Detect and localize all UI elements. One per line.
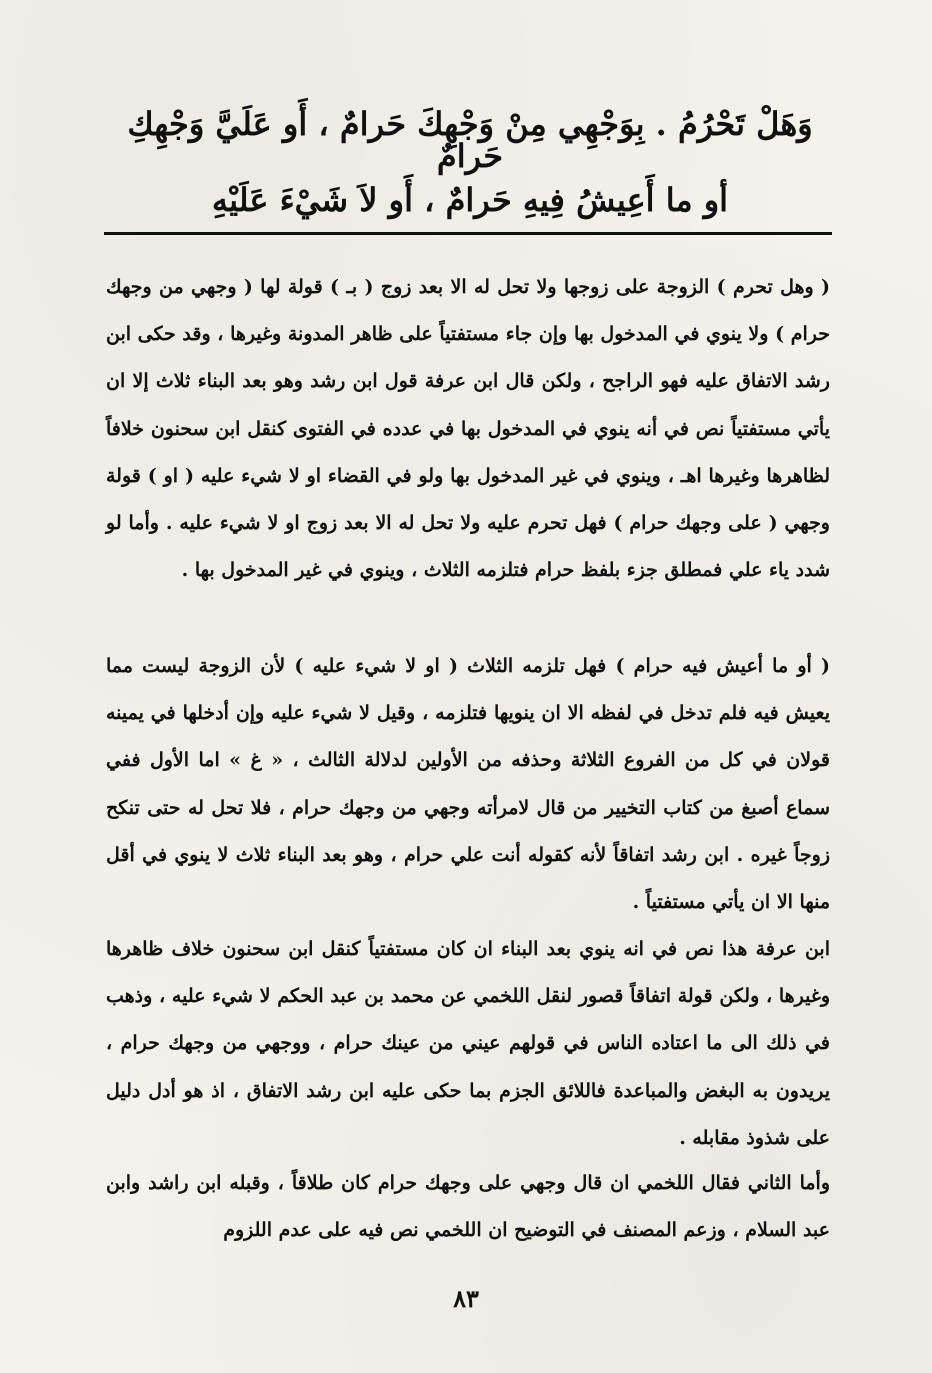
commentary-paragraph-3: ابن عرفة هذا نص في انه ينوي بعد البناء ان كان مستفتياً كنقل ابن سحنون خلاف ظاهرها وغيرها ، ولكن قولة اتفاقاً قصور لنقل اللخمي عن محمد بن عبد الحكم لا شيء عليه ، وذهب في ذلك الى ما اعتاده الناس في قولهم عيني من عينك حرام ، ووجهي من وجهك حرام ، يريدون به البغض والمباعدة فاللائق الجزم بما حكى عليه ابن رشد الاتفاق ، اذ هو أدل دليل على شذوذ مقابله . <box>106 938 830 1149</box>
commentary-paragraph-1: ( وهل تحرم ) الزوجة على زوجها ولا تحل له الا بعد زوج ( بـ ) قولة لها ( وجهي من وجهك حرام ) ولا ينوي في المدخول بها وإن جاء مستفتياً على ظاهر المدونة وغيرها ، وقد حكى ابن رشد الاتفاق عليه فهو الراجح ، ولكن قال ابن عرفة قول ابن رشد وهو بعد البناء ثلاث إلا ان يأتي مستفتياً نص في أنه ينوي في المدخول بها في عدده في الفتوى كنقل ابن سحنون خلافاً لظاهرها وغيرها اهـ ، وينوي في غير المدخول بها ولو في القضاء او لا شيء عليه ( او ) قولة وجهي ( على وجهك حرام ) فهل تحرم عليه ولا تحل له الا بعد زوج او لا شيء عليه . وأما لو شدد ياء علي فمطلق جزء بلفظ حرام فتلزمه الثلاث ، وينوي في غير المدخول بها . <box>106 276 830 582</box>
poem-line-1: وَهَلْ تَحْرُمُ . بِوَجْهِي مِنْ وَجْهِكَ حَرامٌ ، أَو عَلَيَّ وَجْهِكِ حَرامٌ <box>127 105 813 175</box>
commentary-paragraph-4: وأما الثاني فقال اللخمي ان قال وجهي على وجهك حرام كان طلاقاً ، وقبله ابن راشد وابن عبد السلام ، وزعم المصنف في التوضيح ان اللخمي نص فيه على عدم اللزوم <box>106 1172 830 1242</box>
section-divider <box>104 232 832 235</box>
page-number: ٨٣ <box>453 1284 479 1313</box>
poem-line-2: أو ما أَعِيشُ فِيهِ حَرامٌ ، أَو لاَ شَيْءَ عَلَيْهِ <box>211 181 729 219</box>
commentary-paragraph-2: ( أو ما أعيش فيه حرام ) فهل تلزمه الثلاث ( او لا شيء عليه ) لأن الزوجة ليست مما يعيش فيه فلم تدخل في لفظه الا ان ينويها فتلزمه ، وقيل لا شيء عليه وإن أدخلها في يمينه قولان في كل من الفروع الثلاثة وحذفه من الأولين لدلالة الثالث ، « غ » اما الأول ففي سماع أصبغ من كتاب التخيير من قال لامرأته وجهي من وجهك حرام ، فلا تحل له حتى تنكح زوجاً غيره . ابن رشد اتفاقاً لأنه كقوله أنت علي حرام ، وهو بعد البناء ثلاث لا ينوي في أقل منها الا ان يأتي مستفتياً . <box>106 655 830 914</box>
